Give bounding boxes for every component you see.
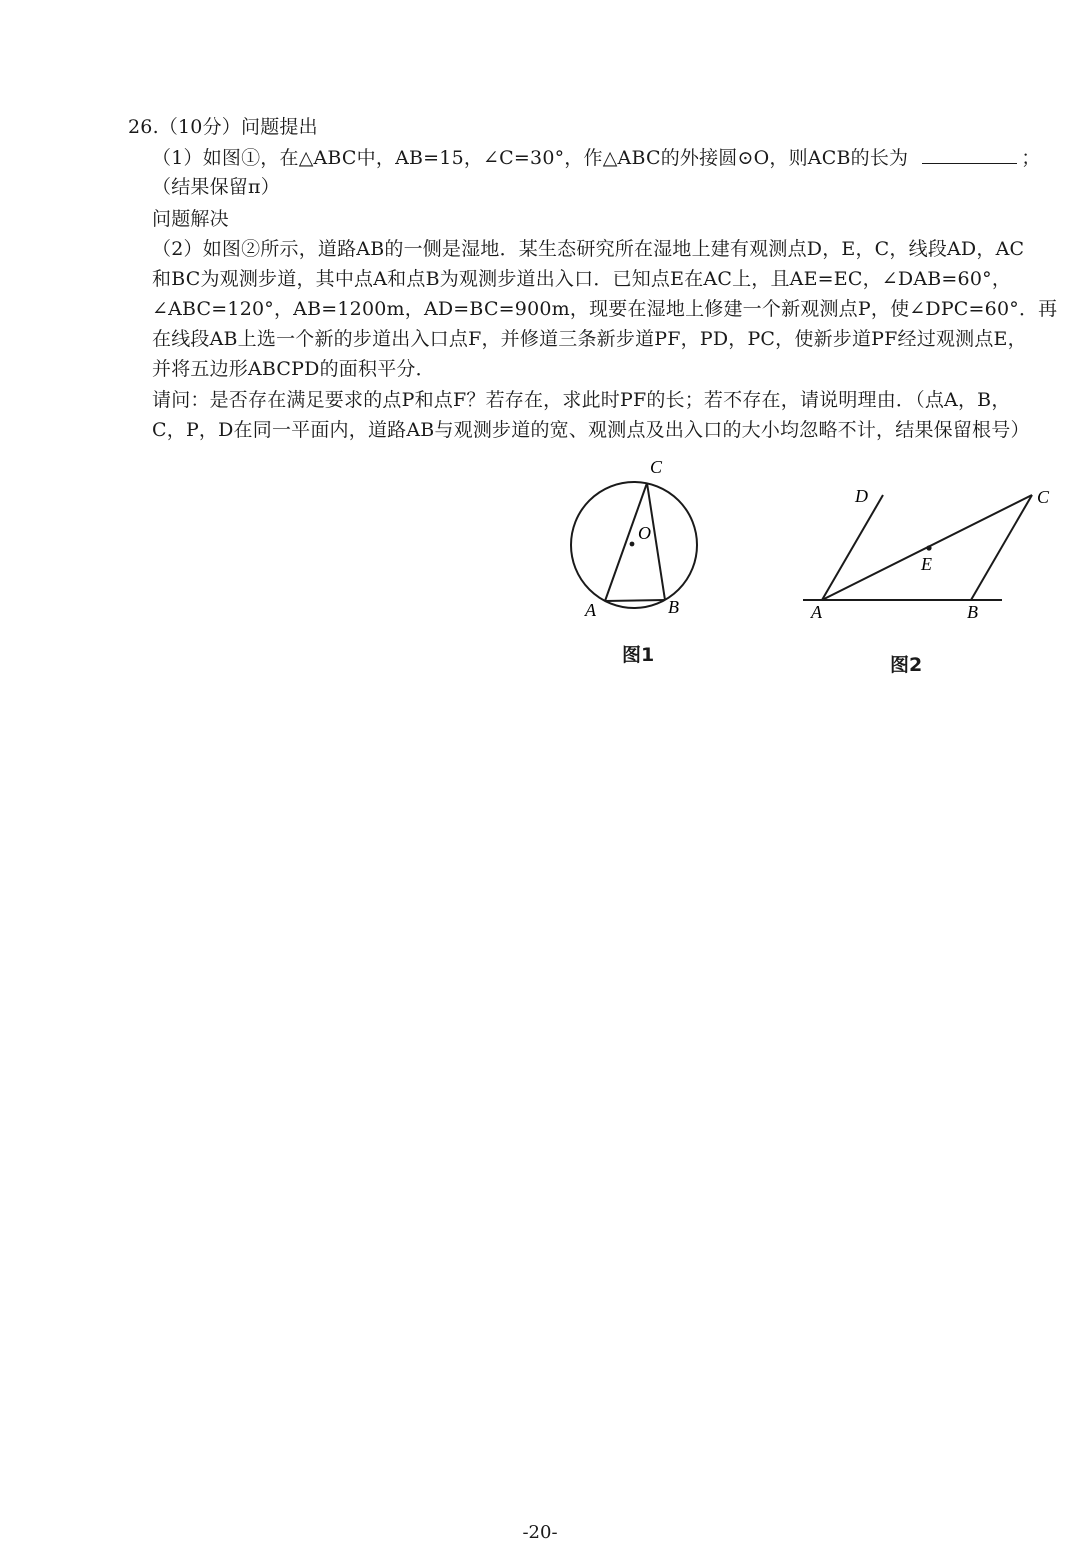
label-E: E: [921, 554, 932, 574]
question-line: C，P，D在同一平面内，道路AB与观测步道的宽、观测点及出入口的大小均忽略不计，结果保留根号）: [152, 419, 1030, 441]
label-A: A: [585, 600, 596, 620]
answer-blank[interactable]: [922, 145, 1017, 164]
figure-1-caption: 图1: [622, 644, 655, 666]
center-point-O: [630, 542, 635, 547]
part2-line: 并将五边形ABCPD的面积平分．: [152, 358, 435, 380]
problem-header: 26.（10分）问题提出: [128, 116, 318, 138]
part2-line: ∠ABC=120°，AB=1200m，AD=BC=900m，现要在湿地上修建一个新观测点P，使∠DPC=60°．再: [152, 298, 1058, 320]
figure-2-caption: 图2: [890, 654, 923, 676]
label-B: B: [668, 597, 679, 617]
part1-line2: （结果保留π）: [152, 176, 280, 198]
figure-2-diagram: [795, 478, 1065, 628]
label-A: A: [811, 602, 822, 622]
page-number: -20-: [522, 1522, 558, 1543]
point-E: [926, 545, 931, 550]
part2-line: （2）如图②所示，道路AB的一侧是湿地．某生态研究所在湿地上建有观测点D，E，C，线段AD，AC: [152, 238, 1025, 260]
label-B: B: [967, 602, 978, 622]
part1-text: （1）如图①，在△ABC中，AB=15，∠C=30°，作△ABC的外接圆⊙O，则ACB的长为: [152, 147, 909, 169]
part2-line: 在线段AB上选一个新的步道出入口点F，并修道三条新步道PF，PD，PC，使新步道PF经过观测点E，: [152, 328, 1027, 350]
part1-line1: [152, 145, 1040, 170]
part1-end: ；: [1021, 147, 1041, 169]
question-line: 请问：是否存在满足要求的点P和点F？若存在，求此时PF的长；若不存在，请说明理由．（点A，B，: [152, 389, 1011, 411]
label-C: C: [1037, 487, 1050, 507]
segment-AB: [605, 600, 665, 601]
section2-title: 问题解决: [152, 208, 229, 230]
part2-line: 和BC为观测步道，其中点A和点B为观测步道出入口．已知点E在AC上，且AE=EC，∠DAB=60°，: [152, 268, 1012, 290]
label-O: O: [638, 523, 651, 543]
label-C: C: [650, 457, 663, 477]
figure-1-diagram: [560, 455, 710, 635]
label-D: D: [855, 486, 868, 506]
